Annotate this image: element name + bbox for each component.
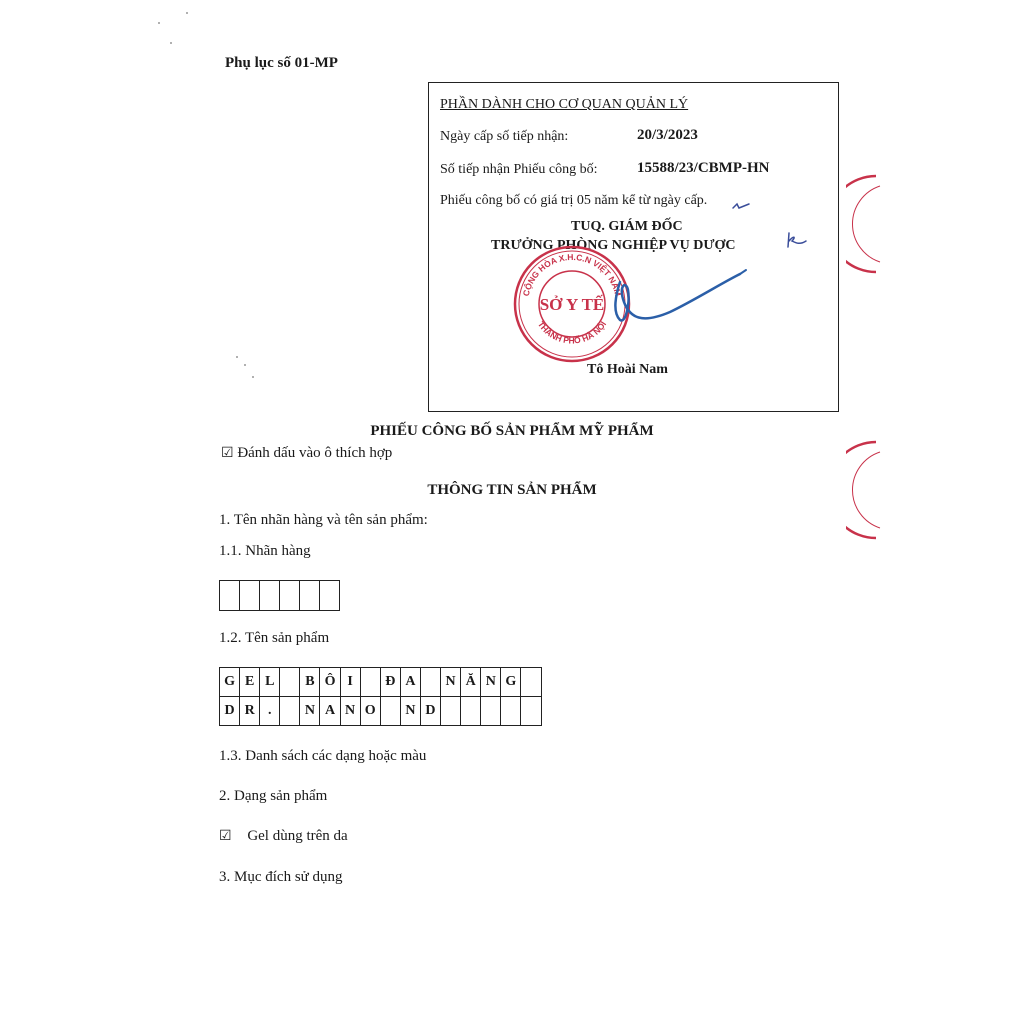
question-1-1: 1.1. Nhãn hàng (219, 543, 311, 559)
checkbox-checked-icon: ☑ (221, 445, 234, 461)
partial-seal-top-icon (846, 174, 886, 274)
product-name-box (280, 668, 300, 697)
brand-box (280, 581, 300, 611)
check-note-label: Đánh dấu vào ô thích hợp (237, 445, 393, 461)
product-name-box: L (260, 668, 280, 697)
receipt-label: Số tiếp nhận Phiếu công bố: (440, 162, 598, 177)
product-name-box (521, 697, 541, 726)
product-name-box (421, 668, 441, 697)
product-name-box (481, 697, 501, 726)
product-name-box: N (401, 697, 421, 726)
sign-title-line2: TRƯỞNG PHÒNG NGHIỆP VỤ DƯỢC (491, 238, 736, 253)
product-name-box: N (481, 668, 501, 697)
seal-bottom-text: THÀNH PHỐ HÀ NỘI (535, 319, 609, 346)
ink-tick-icon (731, 198, 751, 212)
signature-icon (590, 262, 750, 332)
product-name-box: D (220, 697, 240, 726)
question-1-2: 1.2. Tên sản phẩm (219, 630, 330, 646)
validity-note: Phiếu công bố có giá trị 05 năm kể từ ngày cấp. (440, 193, 708, 208)
product-form-option (219, 828, 348, 845)
product-name-box (280, 697, 300, 726)
product-name-box: N (341, 697, 361, 726)
product-name-box: N (300, 697, 320, 726)
brand-name-boxes (219, 580, 340, 611)
date-value: 20/3/2023 (637, 127, 698, 143)
form-title: PHIẾU CÔNG BỐ SẢN PHẨM MỸ PHẨM (370, 423, 654, 439)
signer-name: Tô Hoài Nam (587, 362, 668, 377)
product-name-box: Ô (320, 668, 340, 697)
product-name-boxes (219, 667, 542, 726)
product-name-box: G (501, 668, 521, 697)
admin-section-box (428, 82, 839, 412)
product-name-box (461, 697, 481, 726)
question-1: 1. Tên nhãn hàng và tên sản phẩm: (219, 512, 428, 528)
product-name-box (361, 668, 381, 697)
brand-box (300, 581, 320, 611)
receipt-value: 15588/23/CBMP-HN (637, 160, 770, 176)
product-name-box: N (441, 668, 461, 697)
checkbox-checked-icon: ☑ (219, 828, 232, 844)
product-name-box: . (260, 697, 280, 726)
seal-center-text: SỞ Y TẾ (539, 295, 605, 314)
product-name-box: I (341, 668, 361, 697)
product-name-box: O (361, 697, 381, 726)
product-name-box (501, 697, 521, 726)
question-3: 3. Mục đích sử dụng (219, 869, 343, 885)
section-title: THÔNG TIN SẢN PHẨM (427, 482, 597, 498)
question-1-3: 1.3. Danh sách các dạng hoặc màu (219, 748, 427, 764)
appendix-reference: Phụ lục số 01-MP (225, 55, 338, 71)
product-name-box: R (240, 697, 260, 726)
product-name-box: A (401, 668, 421, 697)
question-2: 2. Dạng sản phẩm (219, 788, 328, 804)
product-name-box: Đ (381, 668, 401, 697)
product-name-box: Ă (461, 668, 481, 697)
product-name-box (381, 697, 401, 726)
date-label: Ngày cấp số tiếp nhận: (440, 129, 569, 144)
brand-box (220, 581, 240, 611)
product-name-box: B (300, 668, 320, 697)
sign-title-line1: TUQ. GIÁM ĐỐC (571, 219, 683, 234)
product-name-box: E (240, 668, 260, 697)
product-name-box (521, 668, 541, 697)
brand-box (260, 581, 280, 611)
product-name-box: D (421, 697, 441, 726)
brand-box (320, 581, 340, 611)
product-name-box: A (320, 697, 340, 726)
product-name-box (441, 697, 461, 726)
product-name-box: G (220, 668, 240, 697)
check-note (221, 445, 392, 462)
admin-heading: PHẦN DÀNH CHO CƠ QUAN QUẢN LÝ (440, 97, 689, 112)
brand-box (240, 581, 260, 611)
ink-initial-icon (786, 231, 808, 249)
product-form-option-label: Gel dùng trên da (247, 828, 348, 844)
seal-top-text: CỘNG HÒA X.H.C.N VIỆT NAM (520, 251, 624, 298)
